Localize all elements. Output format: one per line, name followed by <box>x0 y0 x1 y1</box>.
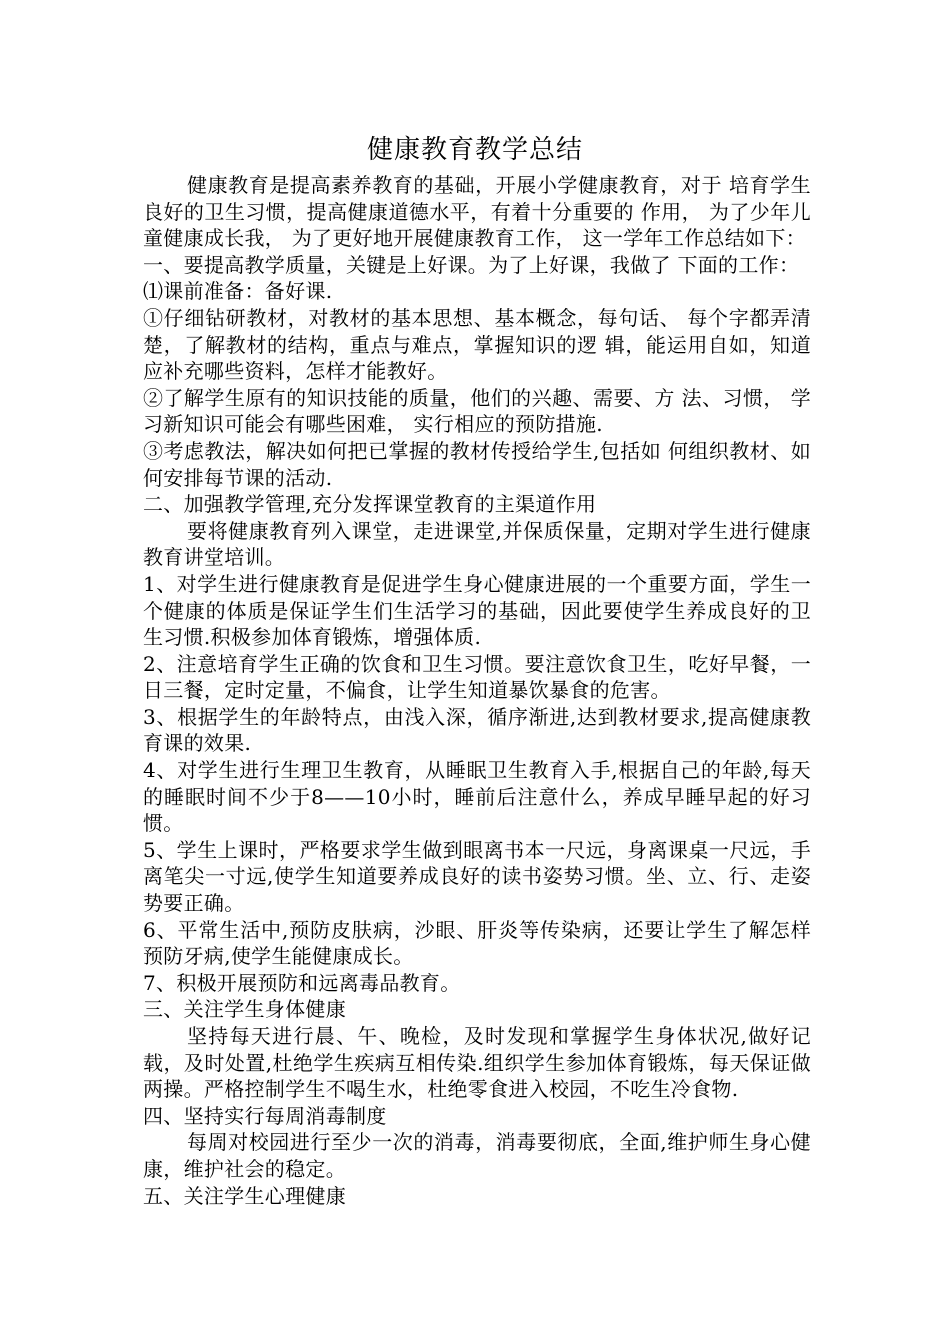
list-item: 2、注意培育学生正确的饮食和卫生习惯。要注意饮食卫生，吃好早餐，一日三餐，定时定量，不偏食，让学生知道暴饮暴食的危害。 <box>143 651 811 703</box>
section-heading-4: 四、坚持实行每周消毒制度 <box>143 1103 387 1128</box>
list-item: 1、对学生进行健康教育是促进学生身心健康进展的一个重要方面，学生一个健康的体质是保证学生们生活学习的基础，因此要使学生养成良好的卫生习惯.积极参加体育锻炼，增强体质. <box>143 571 811 650</box>
intro-paragraph: 健康教育是提高素养教育的基础，开展小学健康教育，对于 培育学生良好的卫生习惯，提高健康道德水平，有着十分重要的 作用， 为了少年儿童健康成长我， 为了更好地开展健康教育工作， 这一学年工作总结如下： <box>143 173 811 251</box>
section-paragraph: 每周对校园进行至少一次的消毒，消毒要彻底，全面,维护师生身心健康，维护社会的稳定。 <box>143 1130 811 1181</box>
list-item: 3、根据学生的年龄特点，由浅入深，循序渐进,达到教材要求,提高健康教育课的效果. <box>143 704 811 756</box>
list-item: 7、积极开展预防和远离毒品教育。 <box>143 970 461 995</box>
list-item: ②了解学生原有的知识技能的质量，他们的兴趣、需要、方 法、习惯， 学习新知识可能会有哪些困难， 实行相应的预防措施. <box>143 385 811 437</box>
section-heading-2: 二、加强教学管理,充分发挥课堂教育的主渠道作用 <box>143 492 597 517</box>
list-item: 4、对学生进行生理卫生教育，从睡眠卫生教育入手,根据自己的年龄,每天的睡眠时间不少于8——10小时，睡前后注意什么，养成早睡早起的好习惯。 <box>143 758 811 836</box>
document-title: 健康教育教学总结 <box>366 135 583 165</box>
section-heading-5: 五、关注学生心理健康 <box>143 1183 346 1208</box>
section-heading-1: 一、要提高教学质量，关键是上好课。为了上好课，我做了 下面的工作： <box>143 252 800 277</box>
list-item: 5、学生上课时，严格要求学生做到眼离书本一尺远，身离课桌一尺远，手离笔尖一寸远,使学生知道要养成良好的读书姿势习惯。坐、立、行、走姿势要正确。 <box>143 837 811 916</box>
section-paragraph: 要将健康教育列入课堂，走进课堂,并保质保量，定期对学生进行健康教育讲堂培训。 <box>143 518 811 570</box>
section-paragraph: 坚持每天进行晨、午、晚检，及时发现和掌握学生身体状况,做好记载，及时处置,杜绝学生疾病互相传染.组织学生参加体育锻炼，每天保证做两操。严格控制学生不喝生水，杜绝零食进入校园，不吃生冷食物. <box>143 1024 811 1102</box>
section-heading-3: 三、关注学生身体健康 <box>143 997 346 1022</box>
list-item: ③考虑教法，解决如何把已掌握的教材传授给学生,包括如 何组织教材、如何安排每节课的活动. <box>143 438 811 490</box>
subsection-heading: ⑴课前准备：备好课. <box>143 279 333 304</box>
document-body <box>143 172 811 1209</box>
list-item: ①仔细钻研教材，对教材的基本思想、基本概念，每句话、 每个字都弄清楚，了解教材的结构，重点与难点，掌握知识的逻 辑，能运用自如，知道应补充哪些资料，怎样才能教好。 <box>143 305 811 384</box>
list-item: 6、平常生活中,预防皮肤病，沙眼、肝炎等传染病，还要让学生了解怎样预防牙病,使学生能健康成长。 <box>143 917 811 969</box>
